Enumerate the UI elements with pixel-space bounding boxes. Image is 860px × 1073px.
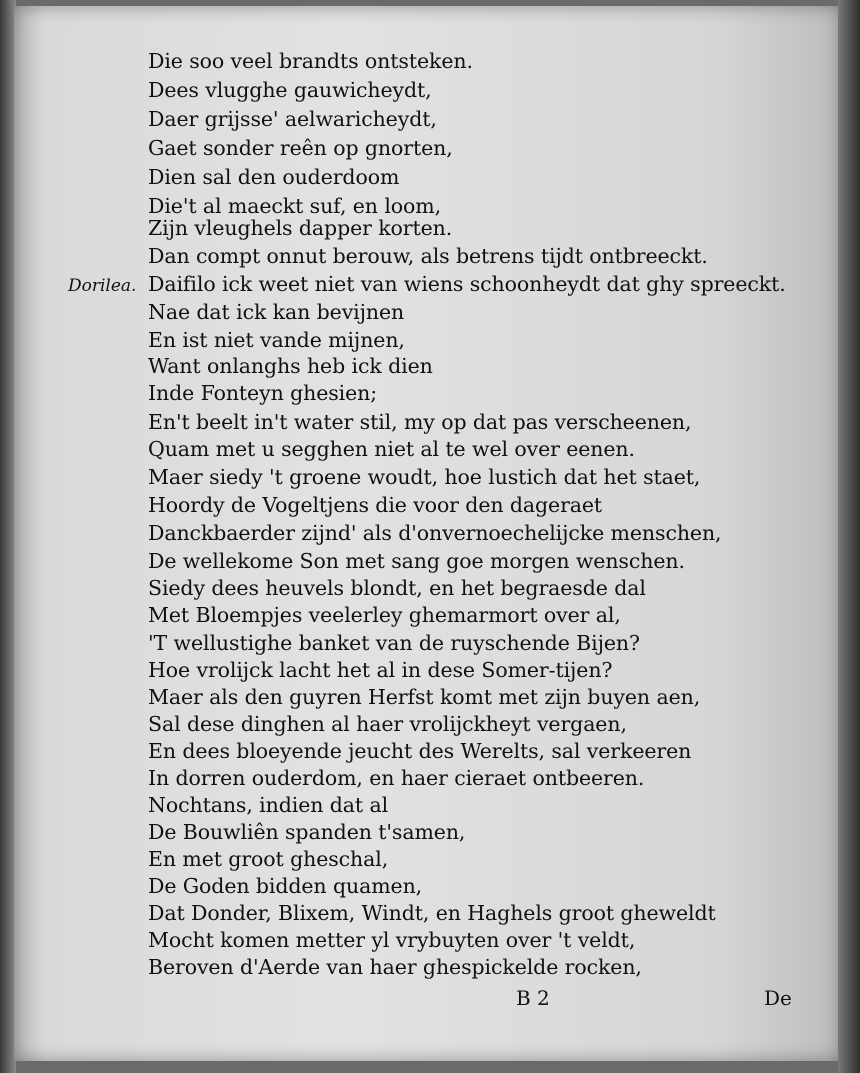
verse-line: Die soo veel brandts ontsteken.	[148, 49, 473, 73]
verse-line: En ist niet vande mijnen,	[148, 328, 405, 352]
verse-line: En't beelt in't water stil, my op dat pas verscheenen,	[148, 410, 692, 434]
verse-line: Maer siedy 't groene woudt, hoe lustich dat het staet,	[148, 465, 701, 489]
verse-line: Die't al maeckt suf, en loom,	[148, 194, 442, 218]
verse-line: Daifilo ick weet niet van wiens schoonheydt dat ghy spreeckt.	[148, 272, 786, 296]
verse-line: Zijn vleughels dapper korten.	[148, 216, 453, 240]
verse-line: Maer als den guyren Herfst komt met zijn buyen aen,	[148, 685, 701, 709]
verse-line: Dees vlugghe gauwicheydt,	[148, 78, 432, 102]
verse-line: Nae dat ick kan bevijnen	[148, 300, 405, 324]
speaker-name: Dorilea.	[68, 276, 137, 296]
verse-line: Met Bloempjes veelerley ghemarmort over al,	[148, 603, 621, 627]
catchword: De	[764, 986, 792, 1010]
verse-line: Dien sal den ouderdoom	[148, 165, 400, 189]
verse-line: De wellekome Son met sang goe morgen wenschen.	[148, 549, 685, 573]
verse-line: Want onlanghs heb ick dien	[148, 354, 433, 378]
verse-line: Quam met u segghen niet al te wel over eenen.	[148, 437, 635, 461]
verse-line: Dat Donder, Blixem, Windt, en Haghels groot gheweldt	[148, 901, 716, 925]
verse-line: Inde Fonteyn ghesien;	[148, 381, 378, 405]
verse-line: En dees bloeyende jeucht des Werelts, sal verkeeren	[148, 739, 692, 763]
verse-line: En met groot gheschal,	[148, 847, 389, 871]
verse-line: Hoordy de Vogeltjens die voor den dageraet	[148, 493, 603, 517]
verse-line: Beroven d'Aerde van haer ghespickelde rocken,	[148, 955, 642, 979]
verse-line: De Bouwliên spanden t'samen,	[148, 820, 466, 844]
verse-line: 'T wellustighe banket van de ruyschende Bijen?	[148, 631, 640, 655]
verse-line: Gaet sonder reên op gnorten,	[148, 136, 453, 160]
verse-line: Daer grijsse' aelwaricheydt,	[148, 107, 437, 131]
verse-line: De Goden bidden quamen,	[148, 874, 423, 898]
signature-mark: B 2	[516, 986, 550, 1010]
verse-line: Dan compt onnut berouw, als betrens tijdt ontbreeckt.	[148, 244, 708, 268]
verse-line: Siedy dees heuvels blondt, en het begraesde dal	[148, 576, 646, 600]
verse-line: In dorren ouderdom, en haer cieraet ontbeeren.	[148, 766, 645, 790]
verse-line: Nochtans, indien dat al	[148, 793, 389, 817]
verse-line: Danckbaerder zijnd' als d'onvernoechelijcke menschen,	[148, 521, 722, 545]
verse-line: Hoe vrolijck lacht het al in dese Somer-tijen?	[148, 658, 613, 682]
verse-line: Mocht komen metter yl vrybuyten over 't veldt,	[148, 928, 636, 952]
verse-line: Sal dese dinghen al haer vrolijckheyt vergaen,	[148, 712, 627, 736]
